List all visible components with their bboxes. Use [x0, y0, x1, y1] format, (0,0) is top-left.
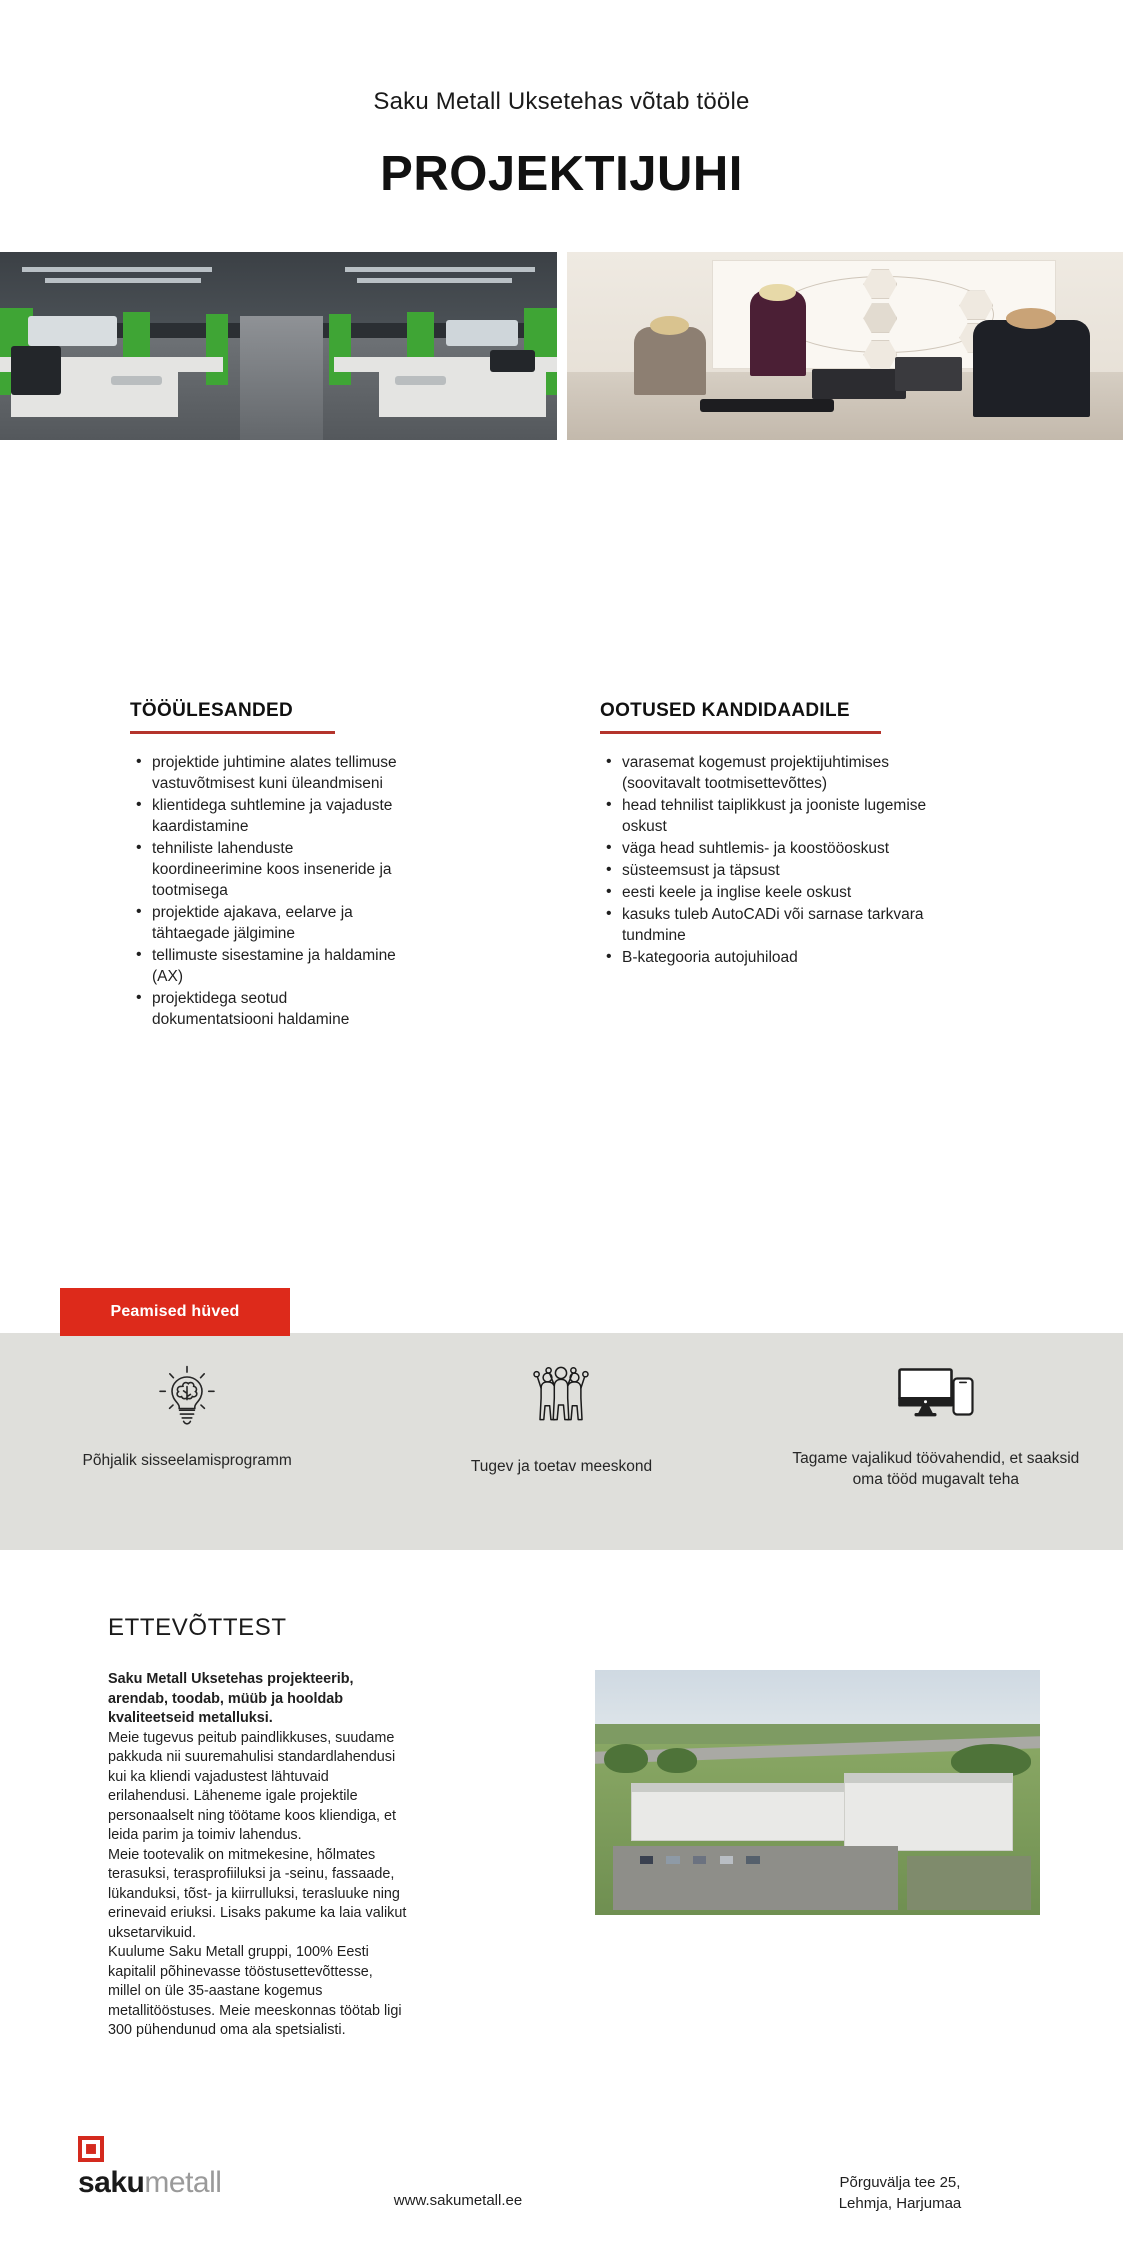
- list-item: • tellimuste sisestamine ja haldamine (AX): [130, 945, 400, 987]
- company-address: [780, 2172, 1020, 2214]
- hero-image-row: [0, 252, 1123, 440]
- logo-saku: saku: [78, 2166, 145, 2199]
- benefit-label: Tagame vajalikud töövahendid, et saaksid oma tööd mugavalt teha: [792, 1450, 1080, 1488]
- list-item: • varasemat kogemust projektijuhtimises (soovitavalt tootmisettevõttes): [600, 752, 940, 794]
- expectations-heading-rule: [600, 731, 881, 734]
- page-title: PROJEKTIJUHI: [380, 147, 743, 201]
- tasks-list: [130, 752, 400, 1030]
- tasks-column: [130, 700, 400, 1031]
- benefit-item: [749, 1358, 1123, 1538]
- saku-metall-mark-icon: [78, 2136, 104, 2162]
- address-line-2: Lehmja, Harjumaa: [838, 2195, 962, 2212]
- meeting-photo: [567, 252, 1123, 440]
- expectations-list: [600, 752, 940, 968]
- benefit-item: [374, 1358, 748, 1538]
- benefit-label: Põhjalik sisseelamisprogramm: [82, 1452, 292, 1469]
- company-logo: [78, 2136, 221, 2200]
- benefit-label: Tugev ja toetav meeskond: [470, 1458, 653, 1475]
- about-paragraph: Kuulume Saku Metall gruppi, 100% Eesti kapitalil põhinevasse tööstusettevõttesse, millel on üle 35-aastane kogemus metallitööstuses. Meie meeskonnas töötab ligi 300 pühendunud oma ala spetsialisti.: [108, 1944, 402, 2038]
- about-paragraph: Meie tootevalik on mitmekesine, hõlmates terasuksi, terasprofiiluksi ja -seinu, fassaade, lükanduksi, tõst- ja kiirrulluksi, terasluuke ning erinevaid eriuksi. Lisaks pakume ka laia valikut uksetarvikuid.: [108, 1846, 407, 1941]
- company-kicker: Saku Metall Uksetehas võtab tööle: [373, 88, 750, 115]
- expectations-column: [600, 700, 940, 969]
- factory-photo: [595, 1670, 1040, 1915]
- list-item: • projektide ajakava, eelarve ja tähtaegade jälgimine: [130, 902, 400, 944]
- expectations-heading: OOTUSED KANDIDAADILE: [600, 700, 850, 721]
- list-item: • head tehnilist taiplikkust ja jooniste lugemise oskust: [600, 795, 940, 837]
- benefit-item: [0, 1358, 374, 1538]
- lightbulb-brain-icon: [156, 1358, 218, 1432]
- list-item: • klientidega suhtlemine ja vajaduste kaardistamine: [130, 795, 400, 837]
- list-item: • süsteemsust ja täpsust: [600, 860, 940, 881]
- about-paragraph: Meie tugevus peitub paindlikkuses, suudame pakkuda nii suuremahulisi standardlahendusi kui ka kliendi vajadustest lähtuvaid erilahendusi. Läheneme igale projektile personaalselt ning töötame koos kliendiga, et leida parim ja toimiv lahendus.: [108, 1729, 396, 1843]
- office-photo: [0, 252, 557, 440]
- about-body: [108, 1670, 408, 2041]
- monitor-phone-icon: [897, 1358, 975, 1432]
- team-people-icon: [532, 1358, 590, 1432]
- list-item: • projektide juhtimine alates tellimuse vastuvõtmisest kuni üleandmiseni: [130, 752, 400, 794]
- website-url[interactable]: www.sakumetall.ee: [393, 2192, 523, 2209]
- list-item: • väga head suhtlemis- ja koostööoskust: [600, 838, 940, 859]
- benefits-list: [0, 1358, 1123, 1538]
- about-lead: Saku Metall Uksetehas projekteerib, arendab, toodab, müüb ja hooldab kvaliteetseid metalluksi.: [108, 1671, 354, 1726]
- list-item: • projektidega seotud dokumentatsiooni haldamine: [130, 988, 400, 1030]
- tasks-heading-rule: [130, 731, 335, 734]
- logo-metall: metall: [144, 2166, 222, 2199]
- list-item: • eesti keele ja inglise keele oskust: [600, 882, 940, 903]
- logo-wordmark: [78, 2166, 221, 2200]
- benefits-tag: Peamised hüved: [60, 1288, 290, 1336]
- tasks-heading: TÖÖÜLESANDED: [130, 700, 293, 721]
- list-item: • B-kategooria autojuhiload: [600, 947, 940, 968]
- about-heading: ETTEVÕTTEST: [108, 1614, 287, 1641]
- list-item: • kasuks tuleb AutoCADi või sarnase tarkvara tundmine: [600, 904, 940, 946]
- list-item: • tehniliste lahenduste koordineerimine koos inseneride ja tootmisega: [130, 838, 400, 901]
- address-line-1: Põrguvälja tee 25,: [839, 2174, 961, 2191]
